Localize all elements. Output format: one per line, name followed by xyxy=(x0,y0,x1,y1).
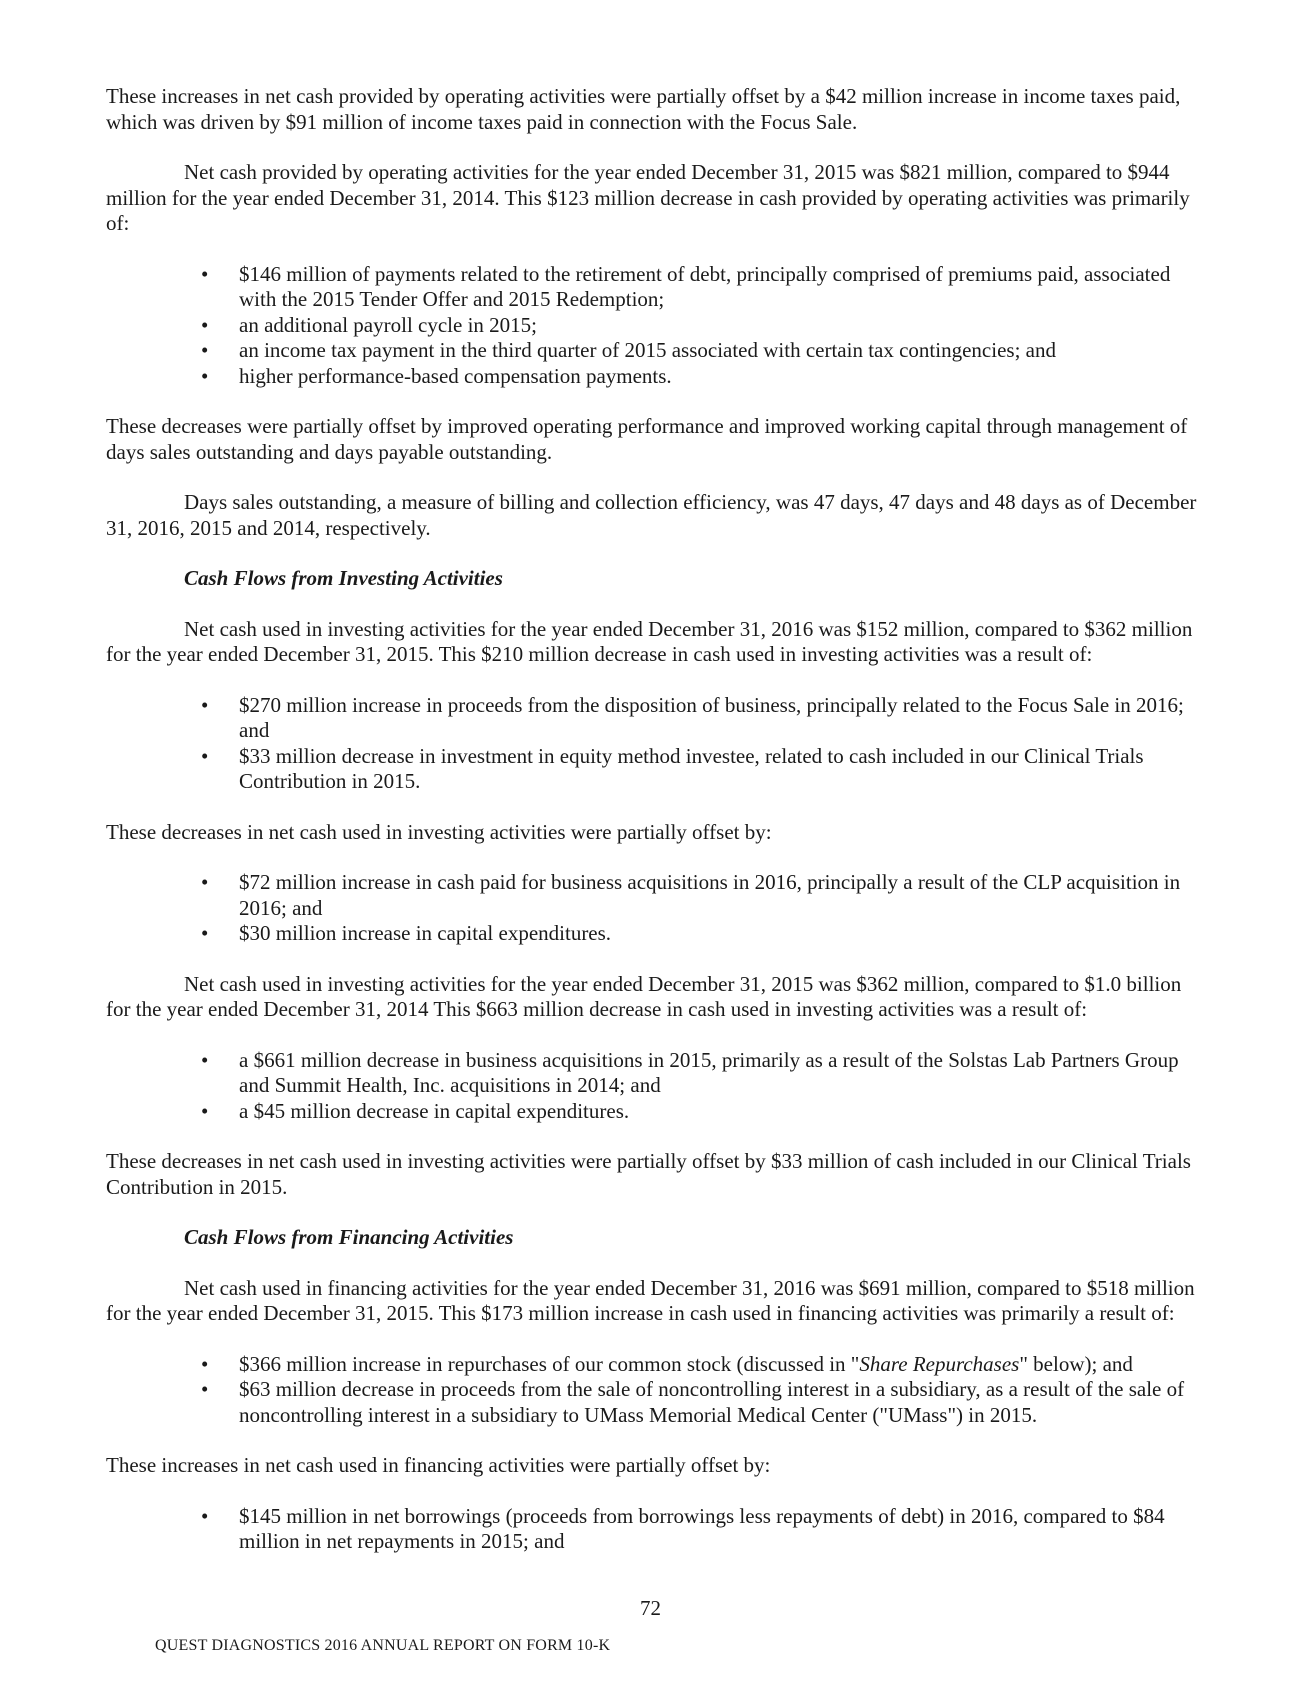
heading-financing-activities: Cash Flows from Financing Activities xyxy=(184,1225,514,1249)
page-number: 72 xyxy=(640,1596,661,1620)
list-financing-2016-offset xyxy=(106,1504,1206,1555)
list-investing-2016-decrease xyxy=(106,693,1206,795)
list-item: • higher performance-based compensation payments. xyxy=(201,363,672,388)
bullet-icon: • xyxy=(201,338,209,362)
list-item: • $72 million increase in cash paid for business acquisitions in 2016, principally a result of the CLP acquisition in 2016; and xyxy=(201,870,1181,920)
paragraph-decreases-offset: These decreases were partially offset by improved operating performance and improved working capital through management of days sales outstanding and days payable outstanding. xyxy=(106,414,1188,464)
paragraph-investing-2015-offset: These decreases in net cash used in investing activities were partially offset by $33 million of cash included in our Clinical Trials Contribution in 2015. xyxy=(106,1149,1191,1199)
paragraph-operating-2015: Net cash provided by operating activities for the year ended December 31, 2015 was $821 million, compared to $944 million for the year ended December 31, 2014. This $123 million decrease in cash provided by operating activities was primarily of: xyxy=(106,160,1190,235)
bullet-icon: • xyxy=(201,312,209,337)
paragraph-operating-offset: These increases in net cash provided by operating activities were partially offset by a $42 million increase in income taxes paid, which was driven by $91 million of income taxes paid in connection with the Focus Sale. xyxy=(106,84,1181,134)
paragraph-financing-offset-intro: These increases in net cash used in financing activities were partially offset by: xyxy=(106,1453,771,1477)
share-repurchases-reference: Share Repurchases xyxy=(859,1351,1020,1376)
list-item: • $30 million increase in capital expenditures. xyxy=(201,921,612,945)
paragraph-financing-2016: Net cash used in financing activities for the year ended December 31, 2016 was $691 million, compared to $518 million for the year ended December 31, 2015. This $173 million increase in cash used in financing activities was primarily a result of: xyxy=(106,1275,1195,1325)
bullet-icon: • xyxy=(201,261,209,286)
list-item: • an additional payroll cycle in 2015; xyxy=(201,312,537,337)
list-item: • $270 million increase in proceeds from the disposition of business, principally related to the Focus Sale in 2016; and xyxy=(201,692,1184,742)
bullet-icon: • xyxy=(201,921,209,945)
paragraph-investing-offset-intro: These decreases in net cash used in investing activities were partially offset by: xyxy=(106,819,772,844)
paragraph-days-sales-outstanding: Days sales outstanding, a measure of billing and collection efficiency, was 47 days, 47 days and 48 days as of December 31, 2016, 2015 and 2014, respectively. xyxy=(106,490,1197,540)
list-financing-2016-increase xyxy=(106,1352,1206,1429)
bullet-icon: • xyxy=(201,692,209,717)
list-investing-2016-offset xyxy=(106,870,1206,947)
bullet-icon: • xyxy=(201,1047,209,1072)
list-item: • $146 million of payments related to the retirement of debt, principally comprised of premiums paid, associated with the 2015 Tender Offer and 2015 Redemption; xyxy=(201,261,1171,311)
paragraph-investing-2015: Net cash used in investing activities for the year ended December 31, 2015 was $362 million, compared to $1.0 billion for the year ended December 31, 2014 This $663 million decrease in cash used in investing activities was a result of: xyxy=(106,971,1182,1021)
bullet-icon: • xyxy=(201,870,209,894)
list-item: • $33 million decrease in investment in equity method investee, related to cash included in our Clinical Trials Contribution in 2015. xyxy=(201,743,1144,793)
list-item: • a $661 million decrease in business acquisitions in 2015, primarily as a result of the Solstas Lab Partners Group and Summit Health, Inc. acquisitions in 2014; and xyxy=(201,1047,1179,1097)
bullet-icon: • xyxy=(201,743,209,768)
bullet-icon: • xyxy=(201,1503,209,1528)
list-item: • a $45 million decrease in capital expenditures. xyxy=(201,1098,630,1123)
bullet-icon: • xyxy=(201,1098,209,1123)
list-item: • an income tax payment in the third quarter of 2015 associated with certain tax contingencies; and xyxy=(201,338,1056,362)
bullet-icon: • xyxy=(201,1351,209,1376)
report-footer-title: QUEST DIAGNOSTICS 2016 ANNUAL REPORT ON FORM 10-K xyxy=(155,1637,611,1654)
list-item: • $145 million in net borrowings (proceeds from borrowings less repayments of debt) in 2016, compared to $84 million in net repayments in 2015; and xyxy=(201,1503,1165,1553)
list-item: • $63 million decrease in proceeds from the sale of noncontrolling interest in a subsidiary, as a result of the sale of noncontrolling interest in a subsidiary to UMass Memorial Medical Center ("UMass") in 2015. xyxy=(201,1377,1185,1427)
list-operating-2015 xyxy=(106,262,1206,390)
paragraph-investing-2016: Net cash used in investing activities for the year ended December 31, 2016 was $152 million, compared to $362 million for the year ended December 31, 2015. This $210 million decrease in cash used in investing activities was a result of: xyxy=(106,616,1193,666)
bullet-icon: • xyxy=(201,1377,209,1401)
heading-investing-activities: Cash Flows from Investing Activities xyxy=(184,566,503,590)
list-investing-2015-decrease xyxy=(106,1048,1206,1125)
list-item: • $366 million increase in repurchases of our common stock (discussed in "Share Repurchases" below); and xyxy=(201,1351,1133,1376)
document-page xyxy=(106,84,1206,1580)
bullet-icon: • xyxy=(201,363,209,388)
